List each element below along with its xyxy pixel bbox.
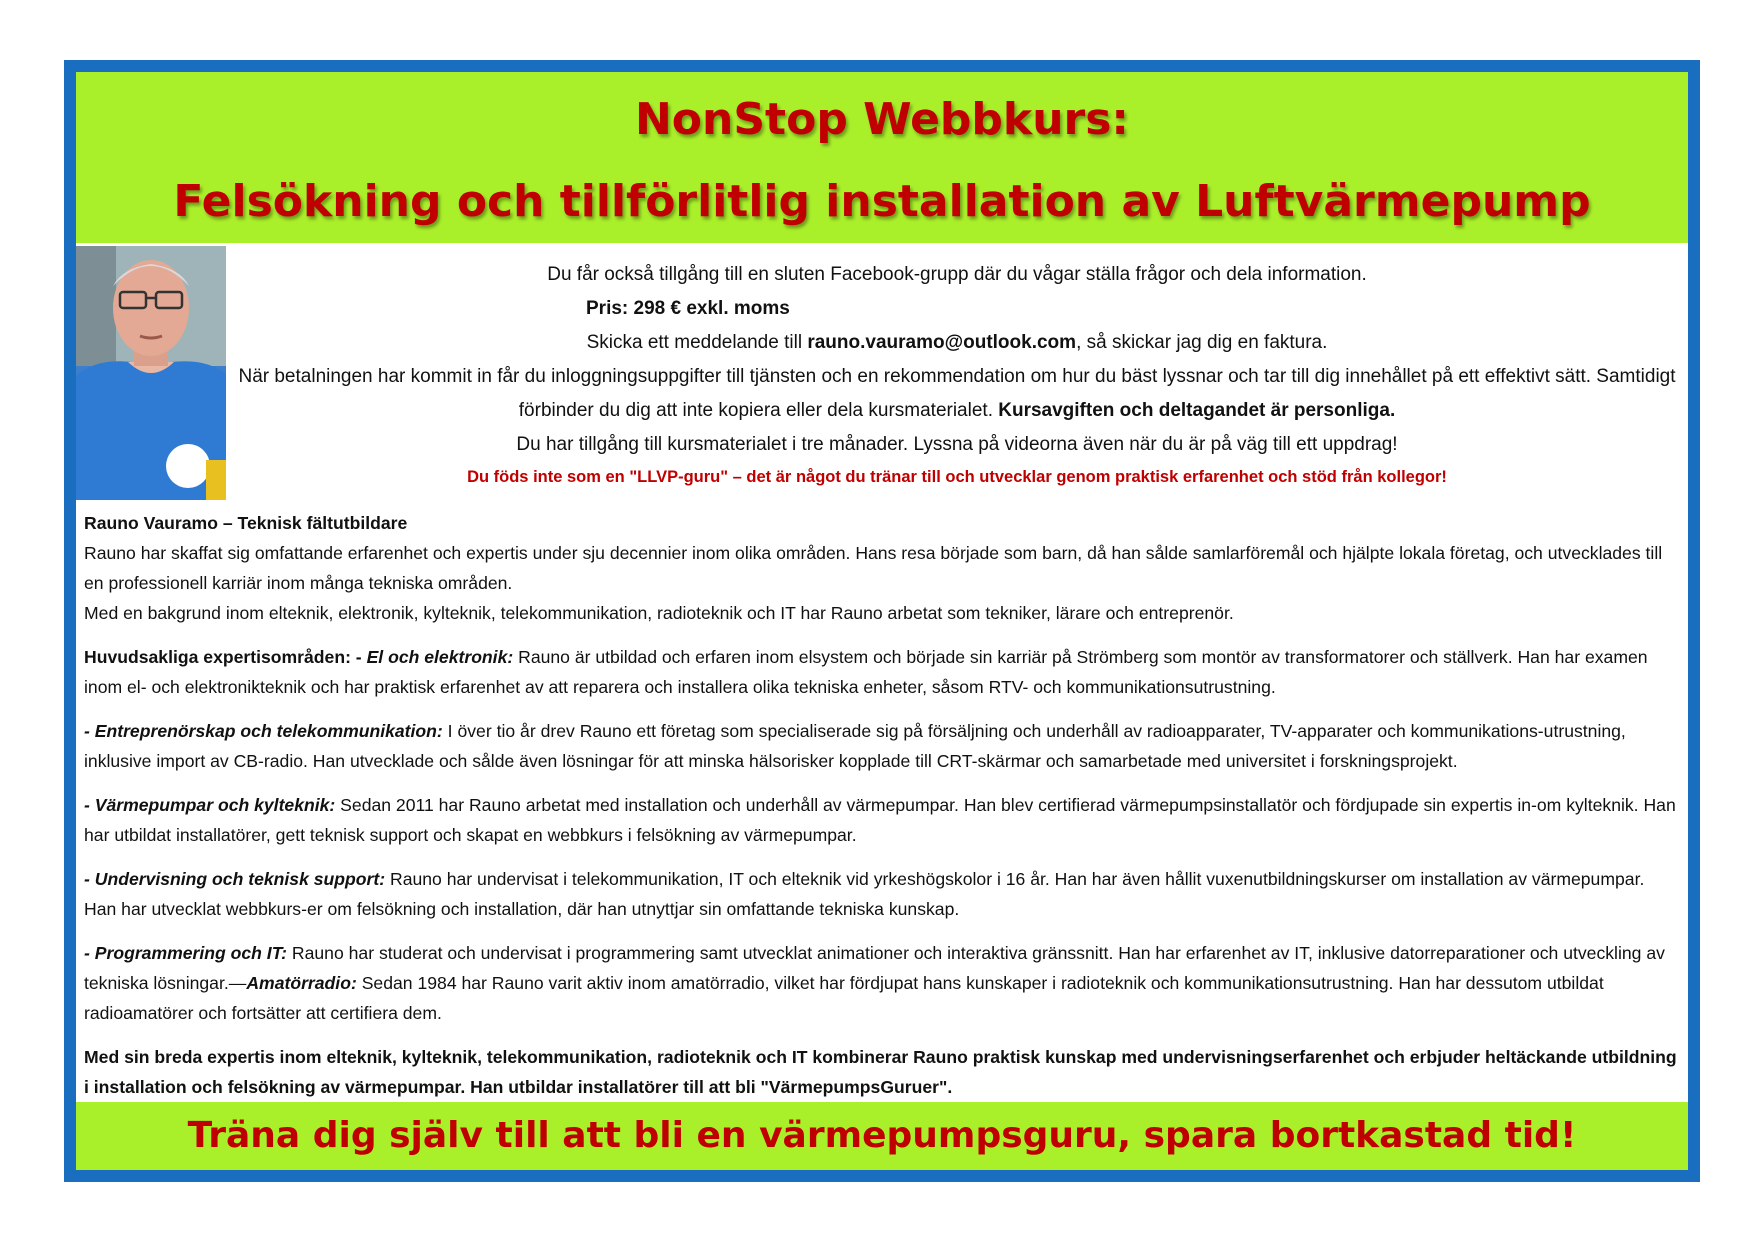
expertise-entrepreneurship-text: I över tio år drev Rauno ett företag som specialiserade sig på försäljning och underhåll av radioapparater, TV-apparater och kommunikations-utrustning, inklusive import av CB-radio. Han utvecklade och sålde även lösningar för att minska hälsorisker kopplade till CRT-skärmar och samarbetade med universitet i forskningsprojekt.: [84, 721, 1626, 771]
header-banner: [76, 72, 1688, 243]
expertise-programming-title: - Programmering och IT:: [84, 943, 287, 963]
price-text: Pris: 298 € exkl. moms: [586, 298, 790, 319]
payment-bold: Kursavgiften och deltagandet är personliga.: [998, 400, 1396, 421]
contact-pre: Skicka ett meddelande till: [586, 332, 808, 353]
intro-block: [236, 258, 1678, 492]
expertise-teaching: [84, 864, 1678, 924]
bio-paragraph-2: Med en bakgrund inom elteknik, elektronik, kylteknik, telekommunikation, radioteknik och IT har Rauno arbetat som tekniker, lärare och entreprenör.: [84, 603, 1234, 623]
expertise-heatpumps-text: Sedan 2011 har Rauno arbetat med installation och underhåll av värmepumpar. Han blev certifierad värmepumpsinstallatör och fördjupade sin expertis in-om kylteknik. Han har utbildat installatörer, gett teknisk support och skapat en webbkurs i felsökning av värmepumpar.: [84, 795, 1676, 845]
payment-text: [236, 360, 1678, 428]
portrait-photo: [76, 246, 226, 500]
bio-section: [84, 508, 1678, 1102]
title-line-2: Felsökning och tillförlitlig installation av Luftvärmepump: [173, 176, 1591, 227]
expertise-electronics: [84, 642, 1678, 702]
expertise-programming-text: Rauno har studerat och undervisat i programmering samt utvecklat animationer och interaktiva gränssnitt. Han har erfarenhet av IT, inklusive datorreparationer och utveckling av tekniska lösningar.—: [84, 943, 1665, 993]
facebook-text: Du får också tillgång till en sluten Facebook-grupp där du vågar ställa frågor och dela information.: [547, 264, 1367, 285]
payment-body: När betalningen har kommit in får du inloggningsuppgifter till tjänsten och en rekommendation om hur du bäst lyssnar och tar till dig innehållet på ett effektivt sätt. Samtidigt förbinder du dig att inte kopiera eller dela kursmaterialet.: [238, 366, 1676, 421]
expertise-teaching-title: - Undervisning och teknisk support:: [84, 869, 386, 889]
expertise-heatpumps: [84, 790, 1678, 850]
bio-heading: Rauno Vauramo – Teknisk fältutbildare: [84, 513, 408, 533]
expertise-electronics-text: Rauno är utbildad och erfaren inom elsystem och började sin karriär på Strömberg som montör av transformatorer och ställverk. Han har examen inom el- och elektronikteknik och har praktisk erfarenhet av att reparera och installera olika tekniska enheter, såsom RTV- och kommunikationsutrustning.: [84, 647, 1648, 697]
contact-email-link[interactable]: rauno.vauramo@outlook.com: [807, 332, 1077, 353]
expertise-lead: Huvudsakliga expertisområden: -: [84, 647, 367, 667]
footer-banner: [76, 1102, 1688, 1170]
contact-text: [236, 326, 1678, 360]
footer-slogan: Träna dig själv till att bli en värmepumpsguru, spara bortkastad tid!: [187, 1115, 1577, 1156]
bio-paragraph-1: Rauno har skaffat sig omfattande erfarenhet och expertis under sju decennier inom olika områden. Hans resa började som barn, då han sålde samlarföremål och hjälpte lokala företag, och utvecklades till en professionell karriär inom många tekniska områden.: [84, 543, 1663, 593]
expertise-programming: [84, 938, 1678, 1028]
title-line-1: NonStop Webbkurs:: [634, 94, 1129, 145]
access-text: Du har tillgång till kursmaterialet i tre månader. Lyssna på videorna även när du är på väg till ett uppdrag!: [516, 434, 1398, 455]
expertise-entrepreneurship-title: - Entreprenörskap och telekommunikation:: [84, 721, 443, 741]
expertise-teaching-text: Rauno har undervisat i telekommunikation, IT och elteknik vid yrkeshögskolor i 16 år. Han har även hållit vuxenutbildningskurser om installation av värmepumpar. Han har utvecklat webbkurs-er om felsökning och installation, där han utnyttjar sin omfattande tekniska kunskap.: [84, 869, 1645, 919]
warning-text: Du föds inte som en "LLVP-guru" – det är något du tränar till och utvecklar genom praktisk erfarenhet och stöd från kollegor!: [467, 468, 1447, 486]
portrait-illustration: [76, 246, 226, 500]
expertise-radio-text: Sedan 1984 har Rauno varit aktiv inom amatörradio, vilket har fördjupat hans kunskaper i radioteknik och kommunikationsutrustning. Han har dessutom utbildat radioamatörer och fortsätter att certifiera dem.: [84, 973, 1604, 1023]
closing-statement: Med sin breda expertis inom elteknik, kylteknik, telekommunikation, radioteknik och IT kombinerar Rauno praktisk kunskap med undervisningserfarenhet och erbjuder heltäckande utbildning i installation och felsökning av värmepumpar. Han utbildar installatörer till att bli "VärmepumpsGuruer".: [84, 1047, 1677, 1097]
contact-post: , så skickar jag dig en faktura.: [1076, 332, 1328, 353]
flyer-frame: [64, 60, 1700, 1182]
expertise-electronics-title: El och elektronik:: [366, 647, 514, 667]
expertise-entrepreneurship: [84, 716, 1678, 776]
expertise-heatpumps-title: - Värmepumpar och kylteknik:: [84, 795, 336, 815]
expertise-radio-title: Amatörradio:: [246, 973, 357, 993]
